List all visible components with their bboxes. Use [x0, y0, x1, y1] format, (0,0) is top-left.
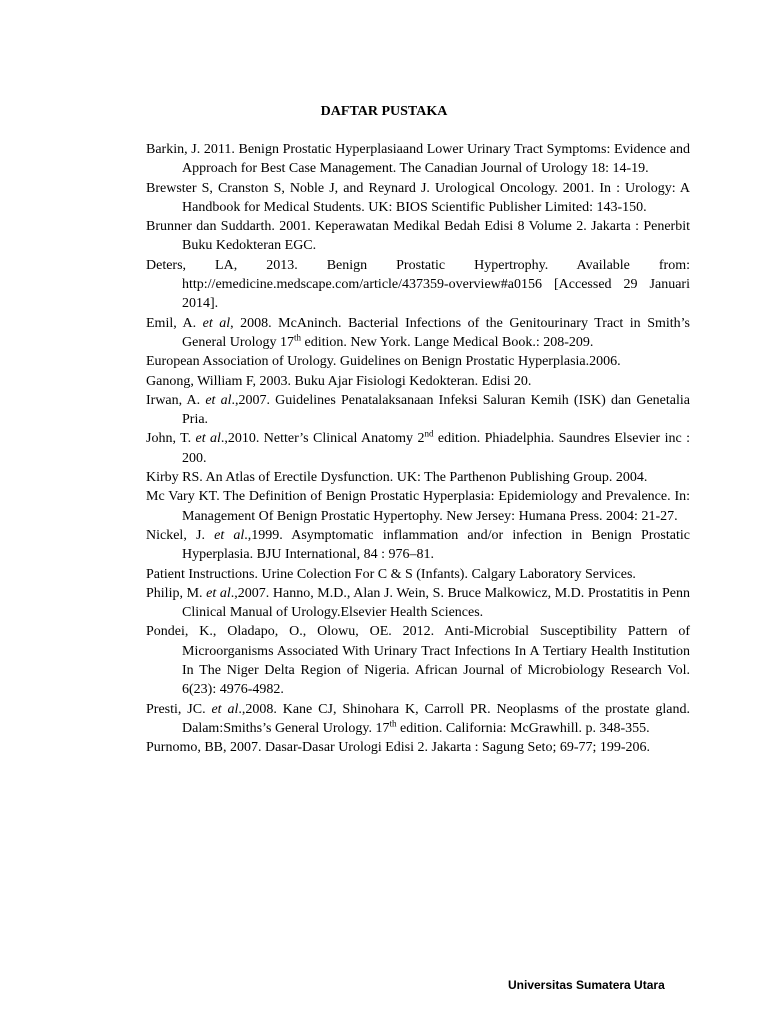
reference-text: Ganong, William F, 2003. Buku Ajar Fisiologi Kedokteran. Edisi 20. — [146, 373, 532, 389]
reference-entry — [146, 622, 690, 699]
reference-text: Pondei, K., Oladapo, O., Olowu, OE. 2012. Anti-Microbial Susceptibility Pattern of Microorganisms Associated With Urinary Tract Infections In A Tertiary Health Institution In The Niger Delta Region of Nigeria. African Journal of Microbiology Research Vol. 6(23): 4976-4982. — [146, 624, 690, 698]
page-title: DAFTAR PUSTAKA — [320, 104, 448, 119]
reference-text: Presti, JC. — [146, 701, 212, 717]
reference-italic-text: et al — [195, 431, 221, 447]
reference-entry — [146, 352, 690, 371]
reference-text: Deters, LA, 2013. Benign Prostatic Hypertrophy. Available from: http://emedicine.medscape.com/article/437359-overview#a0156 [Accessed 29 Januari 2014]. — [146, 257, 690, 312]
reference-text: European Association of Urology. Guidelines on Benign Prostatic Hyperplasia.2006. — [146, 354, 621, 370]
footer-university: Universitas Sumatera Utara — [508, 978, 665, 992]
reference-text: Emil, A. — [146, 315, 203, 331]
reference-text: Brunner dan Suddarth. 2001. Keperawatan Medikal Bedah Edisi 8 Volume 2. Jakarta : Penerbit Buku Kedokteran EGC. — [146, 219, 690, 254]
reference-entry — [146, 468, 690, 487]
reference-text: Barkin, J. 2011. Benign Prostatic Hyperplasiaand Lower Urinary Tract Symptoms: Evidence and Approach for Best Case Management. The Canadian Journal of Urology 18: 14-19. — [146, 142, 690, 177]
reference-text: edition. New York. Lange Medical Book.: 208-209. — [300, 334, 594, 350]
reference-entry — [146, 526, 690, 565]
reference-text: edition. California: McGrawhill. p. 348-355. — [396, 720, 650, 736]
reference-entry — [146, 391, 690, 430]
reference-entry — [146, 738, 690, 757]
reference-italic-text: et al — [211, 701, 239, 717]
reference-text: .,2007. Guidelines Penatalaksanaan Infeksi Saluran Kemih (ISK) dan Genetalia Pria. — [182, 392, 690, 428]
reference-text: Nickel, J. — [146, 527, 215, 543]
reference-text: Philip, M. — [146, 585, 207, 601]
reference-entry — [146, 314, 690, 353]
reference-entry — [146, 372, 690, 391]
reference-italic-text: et al — [202, 315, 231, 331]
reference-text: .,2008. Kane CJ, Shinohara K, Carroll PR. Neoplasms of the prostate gland. Dalam:Smiths’s General Urology. 17 — [182, 701, 690, 736]
reference-text: .,1999. Asymptomatic inflammation and/or infection in Benign Prostatic Hyperplasia. BJU International, 84 : 976–81. — [182, 527, 690, 563]
reference-superscript: th — [293, 332, 301, 343]
reference-superscript: th — [389, 718, 397, 729]
reference-text: Patient Instructions. Urine Colection For C & S (Infants). Calgary Laboratory Services. — [146, 566, 636, 582]
reference-italic-text: et al — [214, 527, 245, 543]
reference-entry — [146, 179, 690, 218]
reference-entry — [146, 565, 690, 584]
reference-text: edition. Phiadelphia. Saundres Elsevier inc : 200. — [182, 431, 690, 466]
reference-superscript: nd — [424, 428, 434, 439]
reference-text: Irwan, A. — [146, 392, 206, 408]
reference-entry — [146, 217, 690, 256]
reference-text: , 2008. McAninch. Bacterial Infections of the Genitourinary Tract in Smith’s General Urology 17 — [182, 315, 690, 350]
reference-text: Purnomo, BB, 2007. Dasar-Dasar Urologi Edisi 2. Jakarta : Sagung Seto; 69-77; 199-206. — [146, 740, 651, 756]
reference-italic-text: et al — [206, 585, 231, 601]
reference-text: Brewster S, Cranston S, Noble J, and Reynard J. Urological Oncology. 2001. In : Urology: A Handbook for Medical Students. UK: BIOS Scientific Publisher Limited: 143-150. — [146, 180, 690, 215]
reference-entry — [146, 487, 690, 526]
reference-italic-text: et al — [205, 392, 232, 408]
reference-text: John, T. — [146, 431, 196, 447]
reference-list — [146, 140, 690, 758]
reference-entry — [146, 429, 690, 468]
reference-entry — [146, 700, 690, 739]
reference-text: Kirby RS. An Atlas of Erectile Dysfunction. UK: The Parthenon Publishing Group. 2004. — [146, 470, 648, 486]
reference-entry — [146, 256, 690, 314]
reference-text: .,2010. Netter’s Clinical Anatomy 2 — [220, 431, 425, 447]
reference-text: Mc Vary KT. The Definition of Benign Prostatic Hyperplasia: Epidemiology and Prevalence. In: Management Of Benign Prostatic Hypertophy. New Jersey: Humana Press. 2004: 21-27. — [146, 489, 690, 524]
reference-text: .,2007. Hanno, M.D., Alan J. Wein, S. Bruce Malkowicz, M.D. Prostatitis in Penn Clinical Manual of Urology.Elsevier Health Sciences. — [182, 585, 690, 621]
reference-entry — [146, 584, 690, 623]
reference-entry — [146, 140, 690, 179]
